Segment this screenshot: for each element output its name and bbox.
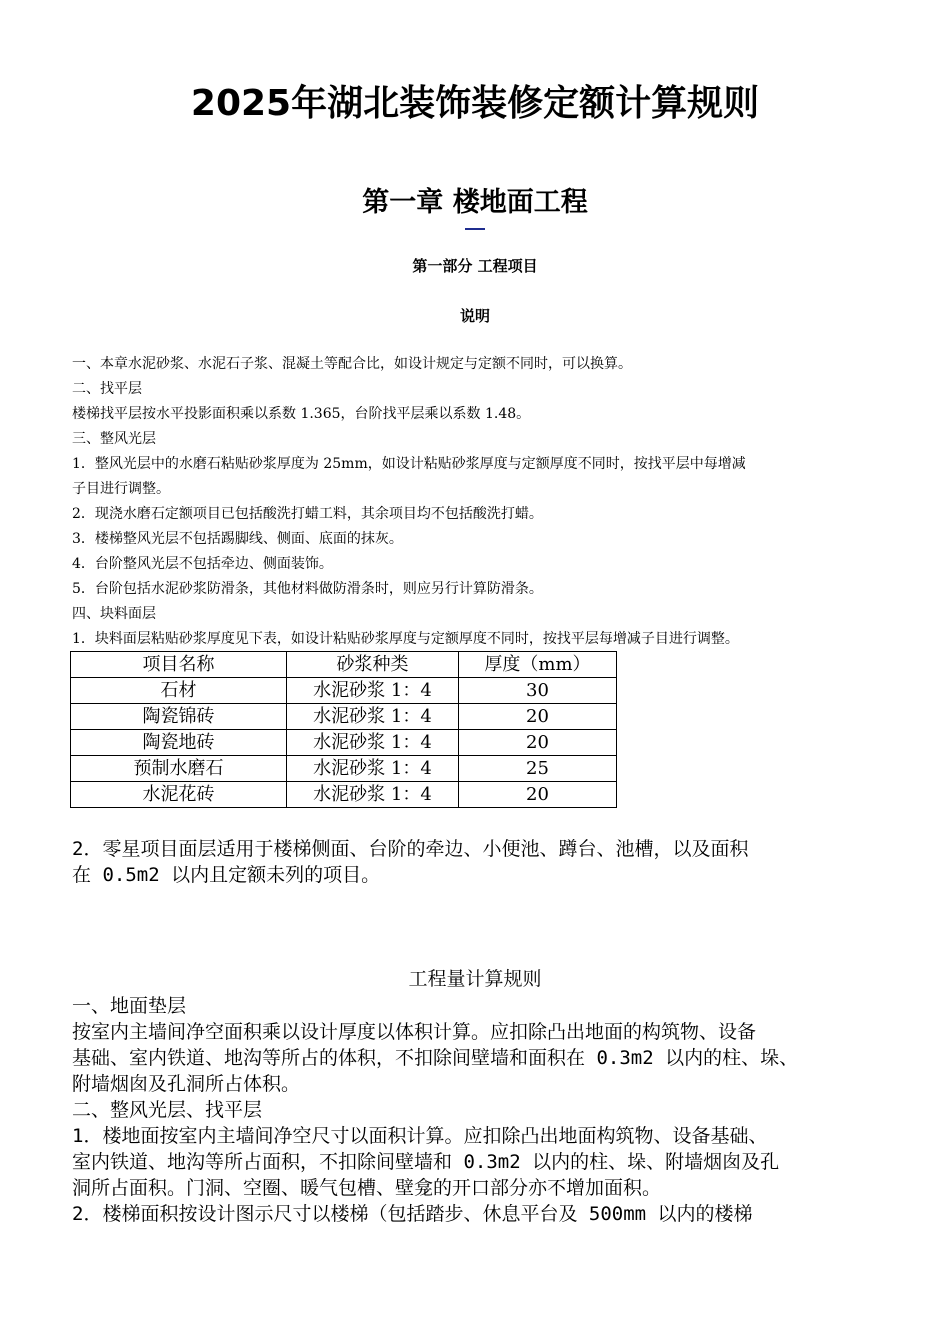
cell-item-name: 预制水磨石 [71, 756, 287, 782]
rule-line: 二、整风光层、找平层 [72, 1099, 263, 1121]
note-line: 3．楼梯整风光层不包括踢脚线、侧面、底面的抹灰。 [72, 531, 403, 547]
cell-item-name: 陶瓷地砖 [71, 730, 287, 756]
cell-thickness: 30 [459, 678, 617, 704]
explanation-heading: 说明 [459, 307, 490, 325]
rule-line: 附墙烟囱及孔洞所占体积。 [72, 1073, 301, 1095]
table-row [71, 704, 617, 730]
table-header-row [71, 652, 617, 678]
scattered-items-paragraph [72, 836, 882, 888]
header-mortar-type: 砂浆种类 [287, 652, 459, 678]
rule-line: 1．楼地面按室内主墙间净空尺寸以面积计算。应扣除凸出地面构筑物、设备基础、 [72, 1125, 768, 1147]
note-line: 1．整风光层中的水磨石粘贴砂浆厚度为 25mm，如设计粘贴砂浆厚度与定额厚度不同时，按找平层中每增减 [72, 456, 746, 472]
rule-line: 按室内主墙间净空面积乘以设计厚度以体积计算。应扣除凸出地面的构筑物、设备 [72, 1021, 757, 1043]
cell-thickness: 20 [459, 782, 617, 808]
cell-mortar-type: 水泥砂浆 1：4 [287, 756, 459, 782]
cell-mortar-type: 水泥砂浆 1：4 [287, 678, 459, 704]
document-title: 2025年湖北装饰装修定额计算规则 [190, 83, 760, 124]
note-line: 2．现浇水磨石定额项目已包括酸洗打蜡工料，其余项目均不包括酸洗打蜡。 [72, 506, 543, 522]
note-line: 4．台阶整风光层不包括牵边、侧面装饰。 [72, 556, 333, 572]
cell-mortar-type: 水泥砂浆 1：4 [287, 782, 459, 808]
header-thickness: 厚度（mm） [459, 652, 617, 678]
cell-mortar-type: 水泥砂浆 1：4 [287, 730, 459, 756]
table-row [71, 730, 617, 756]
rule-line: 室内铁道、地沟等所占面积，不扣除间壁墙和 0.3m2 以内的柱、垛、附墙烟囱及孔 [72, 1151, 780, 1173]
table-row [71, 756, 617, 782]
paragraph-line: 2．零星项目面层适用于楼梯侧面、台阶的牵边、小便池、蹲台、池槽，以及面积 [72, 838, 749, 860]
note-line: 子目进行调整。 [72, 481, 170, 497]
part-title: 第一部分 工程项目 [412, 257, 538, 275]
table-row [71, 782, 617, 808]
cell-item-name: 石材 [71, 678, 287, 704]
note-line: 三、整风光层 [72, 431, 156, 447]
chapter-underline-mark [465, 228, 485, 230]
paragraph-line: 在 0.5m2 以内且定额未列的项目。 [72, 864, 381, 886]
note-line: 四、块料面层 [72, 606, 156, 622]
cell-item-name: 水泥花砖 [71, 782, 287, 808]
note-line: 二、找平层 [72, 381, 142, 397]
note-line: 一、本章水泥砂浆、水泥石子浆、混凝土等配合比，如设计规定与定额不同时，可以换算。 [72, 356, 632, 372]
cell-item-name: 陶瓷锦砖 [71, 704, 287, 730]
cell-mortar-type: 水泥砂浆 1：4 [287, 704, 459, 730]
explanation-notes [72, 352, 882, 652]
rule-line: 基础、室内铁道、地沟等所占的体积，不扣除间壁墙和面积在 0.3m2 以内的柱、垛、 [72, 1047, 799, 1069]
calculation-rules [72, 993, 892, 1227]
mortar-thickness-table [70, 651, 617, 808]
cell-thickness: 20 [459, 704, 617, 730]
cell-thickness: 25 [459, 756, 617, 782]
note-line: 1．块料面层粘贴砂浆厚度见下表，如设计粘贴砂浆厚度与定额厚度不同时，按找平层每增减子目进行调整。 [72, 631, 739, 647]
note-line: 楼梯找平层按水平投影面积乘以系数 1.365，台阶找平层乘以系数 1.48。 [72, 406, 531, 422]
cell-thickness: 20 [459, 730, 617, 756]
header-item-name: 项目名称 [71, 652, 287, 678]
note-line: 5．台阶包括水泥砂浆防滑条，其他材料做防滑条时，则应另行计算防滑条。 [72, 581, 543, 597]
chapter-title: 第一章 楼地面工程 [362, 187, 588, 218]
rule-line: 洞所占面积。门洞、空圈、暖气包槽、壁龛的开口部分亦不增加面积。 [72, 1177, 662, 1199]
rule-line: 一、地面垫层 [72, 995, 187, 1017]
table-row [71, 678, 617, 704]
rules-heading: 工程量计算规则 [408, 968, 542, 990]
rule-line: 2．楼梯面积按设计图示尺寸以楼梯（包括踏步、休息平台及 500mm 以内的楼梯 [72, 1203, 753, 1225]
